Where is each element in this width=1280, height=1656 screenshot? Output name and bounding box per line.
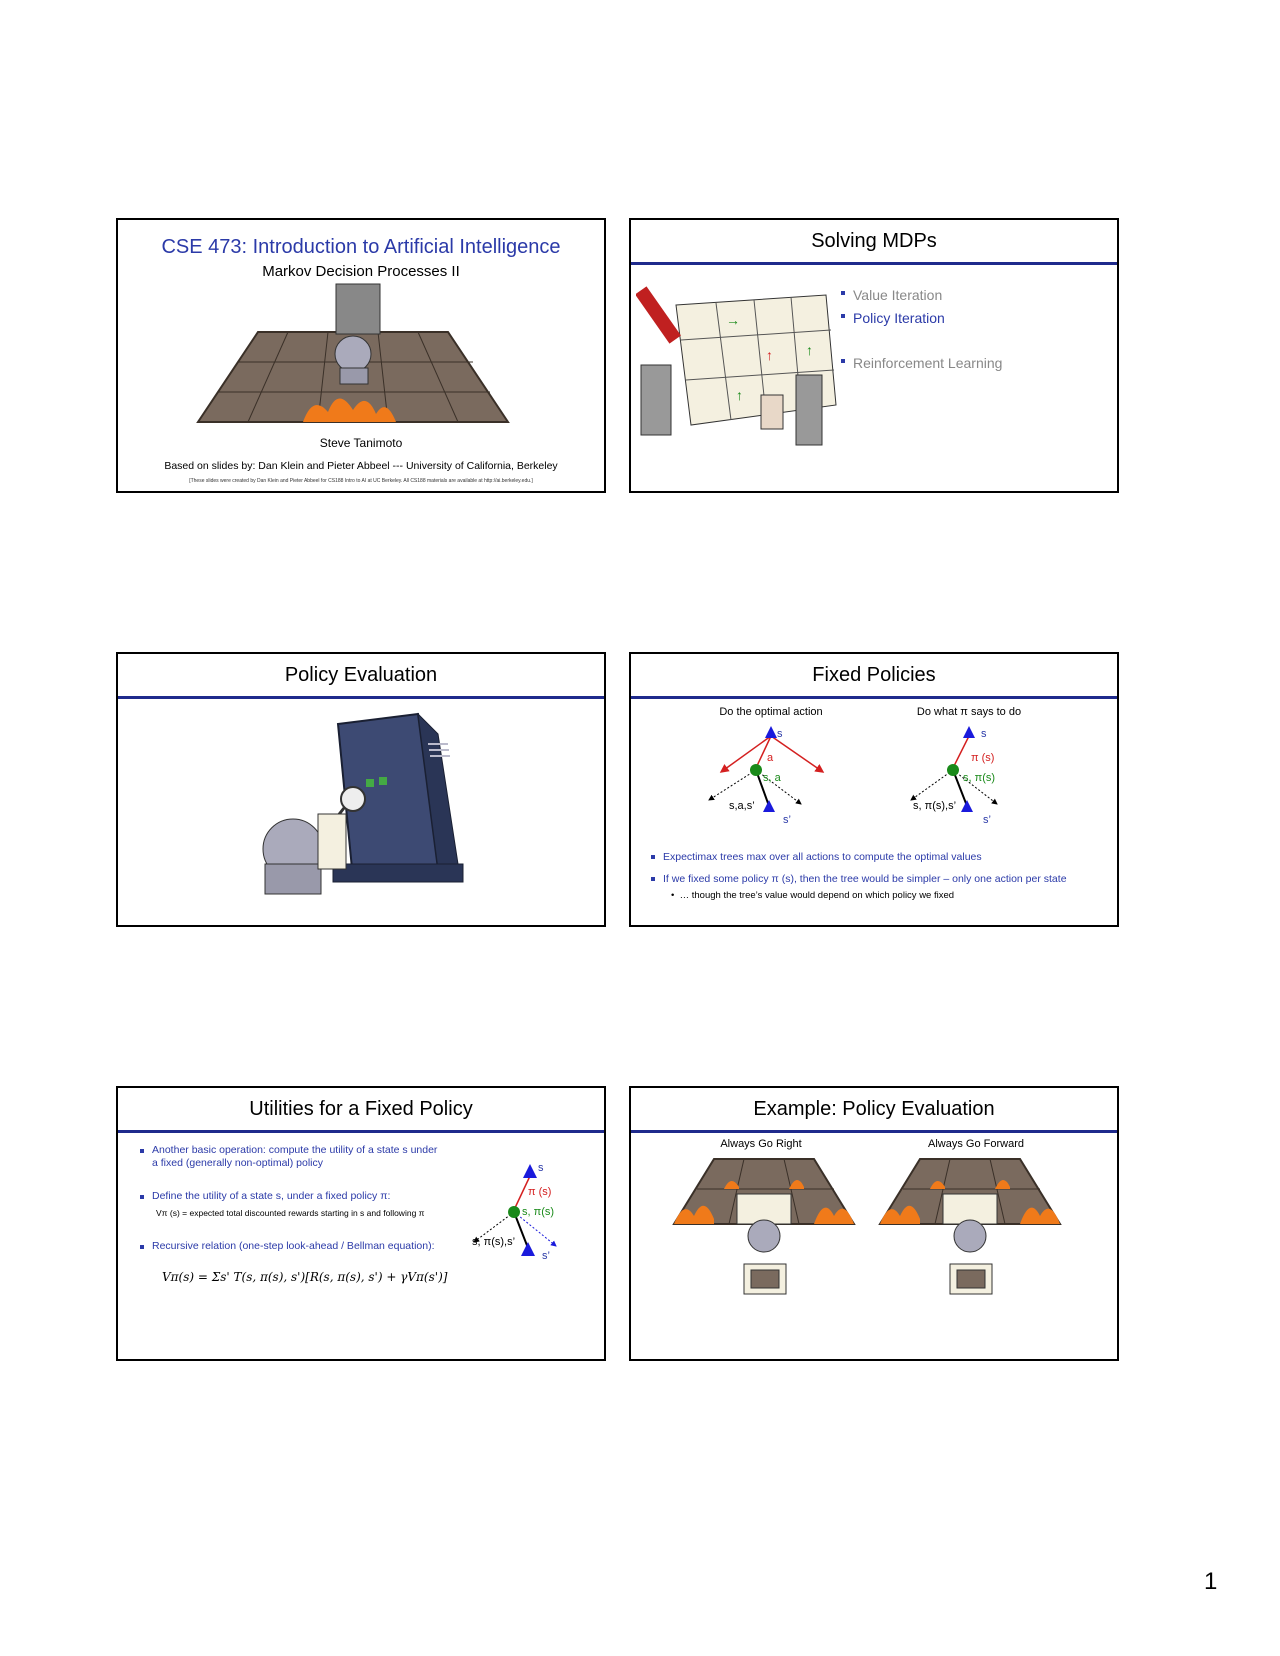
bullet-policy-iteration: Policy Iteration [841,307,1002,330]
tree-right-spis: s, π(s),s’ [913,800,957,812]
slide-title: Example: Policy Evaluation [631,1088,1117,1133]
robot-drawing-policy-illustration [636,275,846,455]
utility-definition: Vπ (s) = expected total discounted rewards starting in s and following π [156,1208,425,1218]
slide-subtitle: Markov Decision Processes II [262,263,460,280]
always-go-right-illustration [669,1154,859,1334]
q-state-node [508,1206,520,1218]
next-state-triangle [763,800,775,812]
slide-6 [629,1086,1119,1361]
tree-left-a: a [767,752,774,764]
bullet-recursive-relation: Recursive relation (one-step look-ahead / Bellman equation): [140,1240,470,1253]
left-caption: Always Go Right [720,1138,802,1150]
bellman-equation: Vπ(s) = Σs' T(s, π(s), s')[R(s, π(s), s') + γVπ(s')] [162,1270,448,1284]
tree-right-spi: s, π(s) [963,772,996,784]
sub-bullet: • … though the tree’s value would depend on which policy we fixed [671,890,955,901]
page-number: 1 [1204,1568,1218,1595]
right-caption: Do what π says to do [916,706,1022,718]
tree-right-s: s [981,728,987,740]
state-triangle [523,1164,537,1178]
bullet-fixed-policy: If we fixed some policy π (s), then the tree would be simpler – only one action per state [651,872,1111,886]
bullet-expectimax: Expectimax trees max over all actions to compute the optimal values [651,850,1111,864]
bullet-basic-operation: Another basic operation: compute the utility of a state s under a fixed (generally non-optimal) policy [140,1144,440,1170]
bullet-list [651,850,1111,886]
next-state-triangle [961,800,973,812]
svg-text:↑: ↑ [806,342,813,358]
tree-pi: π (s) [528,1186,552,1198]
slide-title: Utilities for a Fixed Policy [118,1088,604,1133]
robot-inspecting-server-illustration [243,704,503,924]
tree-s: s [538,1162,544,1174]
svg-text:↑: ↑ [766,347,773,363]
bullet-define-utility: Define the utility of a state s, under a fixed policy π: [140,1190,440,1203]
tree-right-sprime: s’ [983,814,991,826]
robot-on-fire-grid-illustration [118,282,606,432]
always-go-forward-illustration [875,1154,1065,1334]
tree-left-sprime: s’ [783,814,791,826]
tree-spi: s, π(s) [522,1206,555,1218]
next-state-triangle [521,1242,535,1256]
slide-title: Solving MDPs [631,220,1117,265]
q-state-node [750,764,762,776]
right-caption: Always Go Forward [928,1138,1024,1150]
tree-left-s: s [777,728,783,740]
slide-title: CSE 473: Introduction to Artificial Intelligence [161,236,561,258]
tree-left-sas: s,a,s’ [729,800,755,812]
tree-spis: s, π(s),s’ [472,1236,516,1248]
slide-4 [629,652,1119,927]
svg-text:→: → [726,312,740,328]
state-triangle [963,726,975,738]
bullet-list [841,284,1002,375]
q-state-node [947,764,959,776]
slide-1 [116,218,606,493]
svg-text:↑: ↑ [736,387,743,403]
slide-2 [629,218,1119,493]
tree-sprime: s’ [542,1250,550,1262]
slide-5 [116,1086,606,1361]
state-triangle [765,726,777,738]
author-name: Steve Tanimoto [319,436,403,450]
bullet-list-2 [140,1240,470,1253]
sub-bullet-text: … though the tree’s value would depend on which policy we fixed [679,890,955,901]
tree-left-sa: s, a [763,772,781,784]
fineprint-line: [These slides were created by Dan Klein and Pieter Abbeel for CS188 Intro to AI at UC Berkeley. All CS188 materials are available at http://ai.berkeley.edu.] [189,478,533,484]
bullet-value-iteration: Value Iteration [841,284,1002,307]
slide-title: Policy Evaluation [118,654,604,699]
slide-3 [116,652,606,927]
slide-title: Fixed Policies [631,654,1117,699]
bullet-list [140,1144,440,1203]
bullet-reinforcement-learning: Reinforcement Learning [841,352,1002,375]
left-caption: Do the optimal action [719,706,823,718]
tree-right-pi: π (s) [971,752,995,764]
credits-line: Based on slides by: Dan Klein and Pieter Abbeel --- University of California, Berkeley [164,460,558,472]
